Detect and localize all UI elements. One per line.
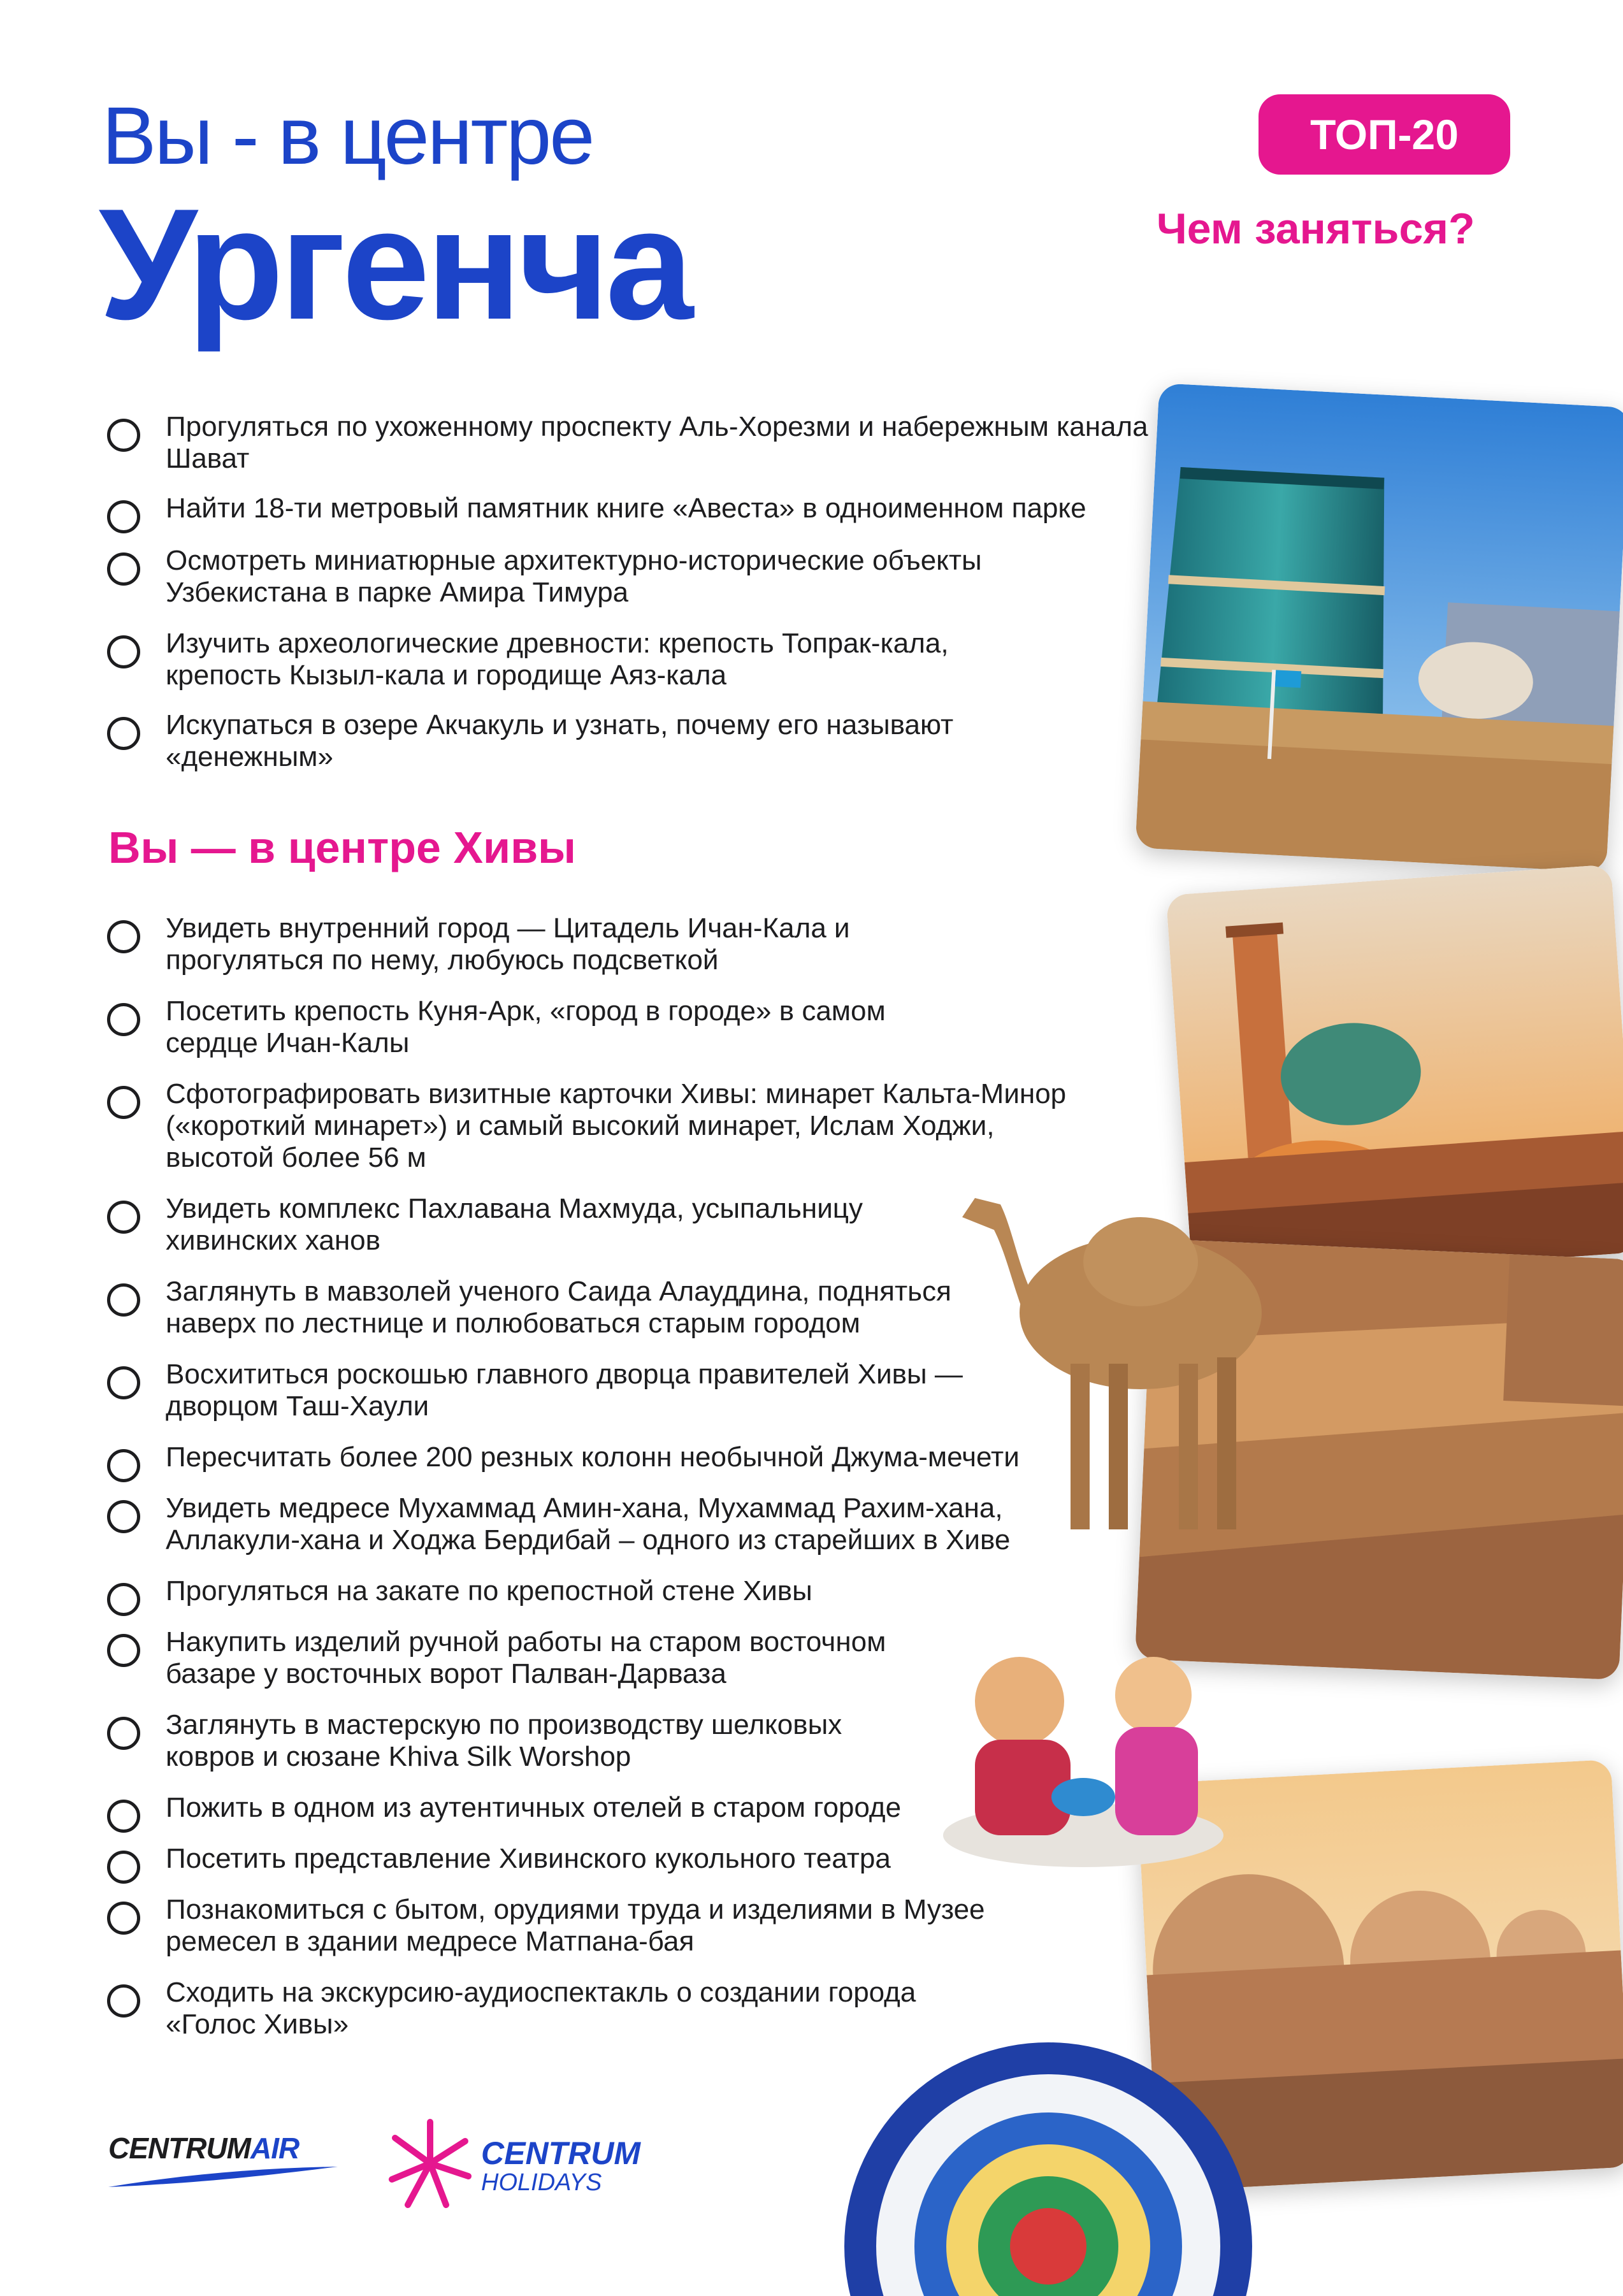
list-item xyxy=(107,545,1152,609)
page-title-line1: Вы - в центре xyxy=(102,90,593,182)
camel-icon xyxy=(949,1147,1281,1542)
item-text: Увидеть комплекс Пахлавана Махмуда, усыпальницу хивинских ханов xyxy=(166,1193,863,1256)
item-text: Осмотреть миниатюрные архитектурно-исторические объекты Узбекистана в парке Амира Тимура xyxy=(166,545,982,608)
list-item xyxy=(107,709,1152,773)
item-text: Заглянуть в мавзолей ученого Саида Алауддина, подняться наверх по лестнице и полюбоваться старым городом xyxy=(166,1276,951,1339)
item-text: Сходить на экскурсию-аудиоспектакль о создании города «Голос Хивы» xyxy=(166,1977,916,2040)
item-text: Пересчитать более 200 резных колонн необычной Джума-мечети xyxy=(166,1441,1020,1473)
photo-kalta-minor xyxy=(1135,383,1623,872)
item-text: Посетить крепость Куня-Арк, «город в городе» в самом сердце Ичан-Калы xyxy=(166,995,886,1058)
item-text: Увидеть внутренний город — Цитадель Ичан-Кала и прогуляться по нему, любуюсь подсветкой xyxy=(166,913,850,976)
checkbox-circle[interactable] xyxy=(107,1984,140,2018)
checkbox-circle[interactable] xyxy=(107,920,140,953)
list-item xyxy=(107,1575,1152,1616)
item-text: Познакомиться с бытом, орудиями труда и изделиями в Музее ремесел в здании медресе Матпана-бая xyxy=(166,1894,985,1957)
checkbox-circle[interactable] xyxy=(107,552,140,586)
checkbox-circle[interactable] xyxy=(107,500,140,533)
list-item xyxy=(107,995,1152,1059)
item-text: Изучить археологические древности: крепость Топрак-кала, крепость Кызыл-кала и городище Аяз-кала xyxy=(166,628,949,691)
section-heading-khiva: Вы — в центре Хивы xyxy=(108,823,576,872)
ceramic-plate-icon xyxy=(832,2030,1265,2296)
checkbox-circle[interactable] xyxy=(107,1366,140,1399)
checkbox-circle[interactable] xyxy=(107,1283,140,1317)
list-item xyxy=(107,913,1152,976)
holidays-wordmark-name: CENTRUM xyxy=(481,2135,640,2171)
item-text: Найти 18-ти метровый памятник книге «Авеста» в одноименном парке xyxy=(166,493,1086,524)
checkbox-circle[interactable] xyxy=(107,1003,140,1036)
item-text: Сфотографировать визитные карточки Хивы: минарет Кальта-Минор («короткий минарет») и самый высокий минарет, Ислам Ходжи, высотой более 56 м xyxy=(166,1078,1067,1173)
checkbox-circle[interactable] xyxy=(107,1500,140,1533)
checkbox-circle[interactable] xyxy=(107,1449,140,1482)
swoosh-icon xyxy=(108,2162,344,2193)
checkbox-circle[interactable] xyxy=(107,717,140,750)
top-badge: ТОП-20 xyxy=(1259,94,1510,175)
list-item xyxy=(107,1894,1152,1958)
minaret-photo xyxy=(1135,383,1623,872)
holidays-wordmark-sub: HOLIDAYS xyxy=(481,2169,602,2196)
checkbox-circle[interactable] xyxy=(107,1201,140,1234)
item-text: Искупаться в озере Акчакуль и узнать, почему его называют «денежным» xyxy=(166,709,954,772)
list-item xyxy=(107,628,1152,691)
page-title-city: Ургенча xyxy=(99,175,690,352)
checkbox-circle[interactable] xyxy=(107,419,140,452)
centrum-air-logo xyxy=(108,2122,344,2199)
checkbox-circle[interactable] xyxy=(107,1902,140,1935)
checkbox-circle[interactable] xyxy=(107,1634,140,1667)
item-text: Восхититься роскошью главного дворца правителей Хивы — дворцом Таш-Хаули xyxy=(166,1359,963,1422)
checkbox-circle[interactable] xyxy=(107,1086,140,1119)
item-text: Заглянуть в мастерскую по производству шелковых ковров и сюзане Khiva Silk Worshop xyxy=(166,1709,842,1772)
item-text: Прогуляться по ухоженному проспекту Аль-Хорезми и набережным канала Шават xyxy=(166,411,1148,474)
checkbox-circle[interactable] xyxy=(107,1717,140,1750)
item-text: Накупить изделий ручной работы на старом восточном базаре у восточных ворот Палван-Дарваза xyxy=(166,1626,886,1689)
checkbox-circle[interactable] xyxy=(107,635,140,668)
figurines-icon xyxy=(937,1631,1230,1874)
centrum-air-wordmark: CENTRUMAIR xyxy=(108,2132,299,2165)
centrum-holidays-logo xyxy=(386,2116,717,2211)
item-text: Посетить представление Хивинского кукольного театра xyxy=(166,1843,891,1874)
list-item xyxy=(107,411,1152,475)
list-item xyxy=(107,493,1152,533)
item-text: Пожить в одном из аутентичных отелей в старом городе xyxy=(166,1792,902,1823)
checkbox-circle[interactable] xyxy=(107,1851,140,1884)
item-text: Прогуляться на закате по крепостной стене Хивы xyxy=(166,1575,812,1606)
page-subtitle: Чем заняться? xyxy=(1157,205,1475,253)
checkbox-circle[interactable] xyxy=(107,1800,140,1833)
checkbox-circle[interactable] xyxy=(107,1583,140,1616)
starburst-icon xyxy=(386,2116,475,2211)
item-text: Увидеть медресе Мухаммад Амин-хана, Мухаммад Рахим-хана, Аллакули-хана и Ходжа Бердибай – одного из старейших в Хиве xyxy=(166,1492,1011,1556)
